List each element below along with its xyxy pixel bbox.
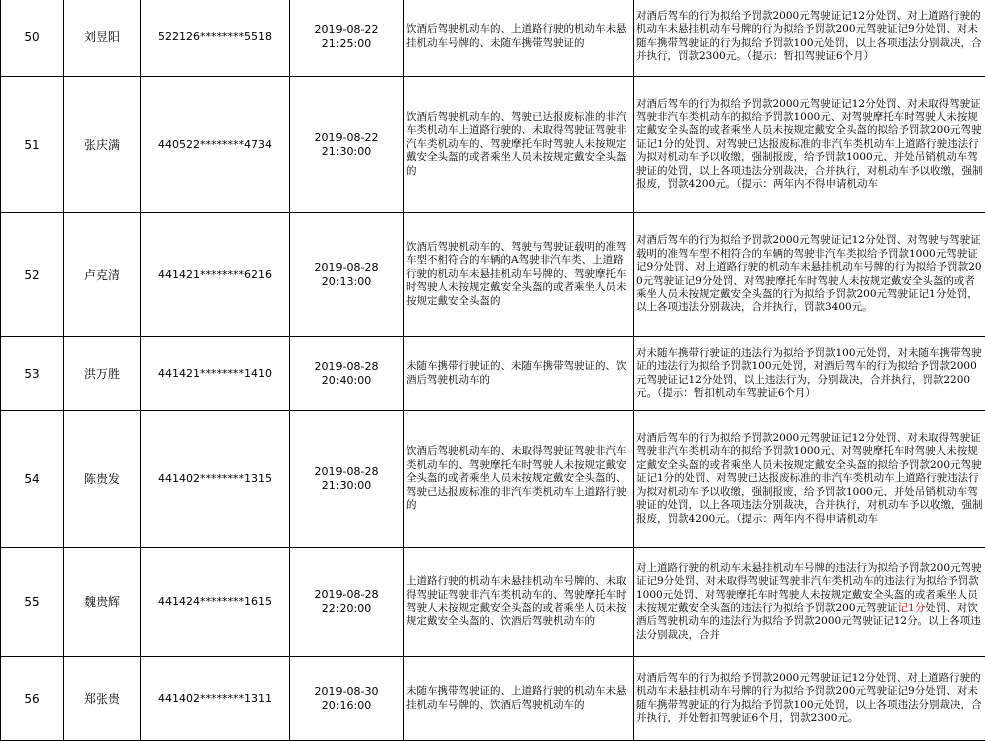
penalty-description: 对未随车携带行驶证的违法行为拟给予罚款100元处罚，对未随车携带驾驶证的违法行为拟给予罚款100元处罚，对酒后驾车的行为拟给予罚款2000元驾驶证记12分处罚，以上违法行为，分别裁决，合并执行，罚款2200元。（提示：暂扣机动车驾驶证6个月） (634, 337, 985, 411)
violation-time: 20:40:00 (322, 374, 371, 387)
row-number: 52 (1, 213, 64, 337)
id-number: 440522********4734 (141, 77, 290, 213)
row-number: 53 (1, 337, 64, 411)
violation-description: 饮酒后驾驶机动车的、未取得驾驶证驾驶非汽车类机动车的、驾驶摩托车时驾驶人未按规定戴安全头盔的或者乘坐人员未按规定戴安全头盔的、驾驶已达报废标准的非汽车类机动车上道路行驶的 (404, 411, 634, 548)
penalty-description: 对酒后驾车的行为拟给予罚款2000元驾驶证记12分处罚、对上道路行驶的机动车未悬挂机动车号牌的行为拟给予罚款200元驾驶证记9分处罚、对未随车携带驾驶证的行为拟给予罚款100元处罚，以上各项违法分别裁决，合并执行，罚款2300元。（提示：暂扣驾驶证6个月） (634, 0, 985, 77)
violation-datetime (290, 411, 404, 548)
row-number: 56 (1, 657, 64, 741)
id-number: 441421********1410 (141, 337, 290, 411)
penalty-description: 对酒后驾车的行为拟给予罚款2000元驾驶证记12分处罚、对未取得驾驶证驾驶非汽车类机动车的拟给予罚款1000元、对驾驶摩托车时驾驶人未按规定戴安全头盔的或者乘坐人员未按规定戴安全头盔的拟给予罚款200元驾驶证记1分的处罚、对驾驶已达报废标准的非汽车类机动车上道路行驶违法行为拟对机动车予以收缴，强制报废，给予罚款1000元、并处吊销机动车驾驶证的处罚，以上各项违法分别裁决，合并执行，对机动车予以收缴，强制报废，罚款4200元。（提示：两年内不得申请机动车 (634, 77, 985, 213)
person-name: 陈贵发 (64, 411, 141, 548)
violation-time: 22:20:00 (322, 602, 371, 615)
violation-datetime (290, 548, 404, 657)
id-number: 441402********1311 (141, 657, 290, 741)
penalty-description (634, 548, 985, 657)
table-row (1, 657, 985, 741)
penalty-description: 对酒后驾车的行为拟给予罚款2000元驾驶证记12分处罚、对驾驶与驾驶证载明的准驾车型不相符合的车辆的驾驶非汽车类拟给予罚款1000元驾驶证记9分处罚、对上道路行驶的机动车未悬挂机动车号牌的行为拟给予罚款200元驾驶证记9分处罚、对驾驶摩托车时驾驶人未按规定戴安全头盔的或者乘坐人员未按规定戴安全头盔的行为拟给予罚款200元驾驶证记1分处罚，以上各项违法分别裁决，合并执行，罚款3400元。 (634, 213, 985, 337)
violation-description: 饮酒后驾驶机动车的、驾驶已达报废标准的非汽车类机动车上道路行驶的、未取得驾驶证驾驶非汽车类机动车的、驾驶摩托车时驾驶人未按规定戴安全头盔的或者乘坐人员未按规定戴安全头盔的 (404, 77, 634, 213)
id-number: 522126********5518 (141, 0, 290, 77)
person-name: 魏贵辉 (64, 548, 141, 657)
penalty-text-part-1: 对上道路行驶的机动车未悬挂机动车号牌的违法行为拟给予罚款200元驾驶证记9分处罚、对未取得驾驶证驾驶非汽车类机动车的违法行为拟给予罚款1000元处罚、对驾驶摩托车时驾驶人未按规定戴安全头盔的或者乘坐人员未按规定戴安全头盔的违法行为拟给予罚款200元驾驶证 (636, 562, 982, 614)
penalty-description: 对酒后驾车的行为拟给予罚款2000元驾驶证记12分处罚、对未取得驾驶证驾驶非汽车类机动车的拟给予罚款1000元、对驾驶摩托车时驾驶人未按规定戴安全头盔的或者乘坐人员未按规定戴安全头盔的拟给予罚款200元驾驶证记1分的处罚、对驾驶已达报废标准的非汽车类机动车上道路行驶违法行为拟对机动车予以收缴，强制报废，给予罚款1000元、并处吊销机动车驾驶证的处罚，以上各项违法分别裁决，合并执行，对机动车予以收缴，强制报废，罚款4200元。（提示：两年内不得申请机动车 (634, 411, 985, 548)
violation-datetime (290, 337, 404, 411)
table-row (1, 337, 985, 411)
table-row (1, 77, 985, 213)
row-number: 55 (1, 548, 64, 657)
table-row (1, 0, 985, 77)
person-name: 张庆满 (64, 77, 141, 213)
row-number: 54 (1, 411, 64, 548)
id-number: 441424********1615 (141, 548, 290, 657)
table-row (1, 548, 985, 657)
violation-datetime (290, 77, 404, 213)
violation-description: 上道路行驶的机动车未悬挂机动车号牌的、未取得驾驶证驾驶非汽车类机动车的、驾驶摩托车时驾驶人未按规定戴安全头盔的或者乘坐人员未按规定戴安全头盔的、饮酒后驾驶机动车的 (404, 548, 634, 657)
violation-time: 21:30:00 (322, 145, 371, 158)
violation-time: 21:30:00 (322, 479, 371, 492)
violation-datetime (290, 0, 404, 77)
table-row (1, 213, 985, 337)
penalty-highlight-red: 记1分 (898, 602, 926, 614)
violation-date: 2019-08-22 (315, 131, 379, 144)
person-name: 卢克清 (64, 213, 141, 337)
violation-time: 21:25:00 (322, 37, 371, 50)
violation-datetime (290, 657, 404, 741)
person-name: 刘昱阳 (64, 0, 141, 77)
violation-description: 未随车携带驾驶证的、上道路行驶的机动车未悬挂机动车号牌的、饮酒后驾驶机动车的 (404, 657, 634, 741)
row-number: 51 (1, 77, 64, 213)
penalty-description: 对酒后驾车的行为拟给予罚款2000元驾驶证记12分处罚、对上道路行驶的机动车未悬挂机动车号牌的行为拟给予罚款200元驾驶证记9分处罚、对未随车携带驾驶证的行为拟给予罚款100元处罚，以上各项违法分别裁决，合并执行，并处暂扣驾驶证6个月，罚款2300元。 (634, 657, 985, 741)
penalty-text-part-2: 处罚、对饮酒后驾驶机动车的违法行为拟给予罚款2000元驾驶证记12分。以上各项违法分别裁决，合并 (636, 602, 981, 641)
violation-date: 2019-08-30 (315, 685, 379, 698)
violation-date: 2019-08-22 (315, 23, 379, 36)
violation-date: 2019-08-28 (315, 360, 379, 373)
violation-time: 20:13:00 (322, 275, 371, 288)
person-name: 洪万胜 (64, 337, 141, 411)
person-name: 郑张贵 (64, 657, 141, 741)
violation-description: 饮酒后驾驶机动车的、上道路行驶的机动车未悬挂机动车号牌的、未随车携带驾驶证的 (404, 0, 634, 77)
violation-time: 20:16:00 (322, 699, 371, 712)
id-number: 441421********6216 (141, 213, 290, 337)
row-number: 50 (1, 0, 64, 77)
violation-description: 未随车携带行驶证的、未随车携带驾驶证的、饮酒后驾驶机动车的 (404, 337, 634, 411)
table-row (1, 411, 985, 548)
violation-date: 2019-08-28 (315, 588, 379, 601)
id-number: 441402********1315 (141, 411, 290, 548)
violation-datetime (290, 213, 404, 337)
violation-date: 2019-08-28 (315, 261, 379, 274)
violation-description: 饮酒后驾驶机动车的、驾驶与驾驶证载明的准驾车型不相符合的车辆的A驾驶非汽车类、上道路行驶的机动车未悬挂机动车号牌的、驾驶摩托车时驾驶人未按规定戴安全头盔的或者乘坐人员未按规定戴安全头盔的 (404, 213, 634, 337)
violation-date: 2019-08-28 (315, 465, 379, 478)
